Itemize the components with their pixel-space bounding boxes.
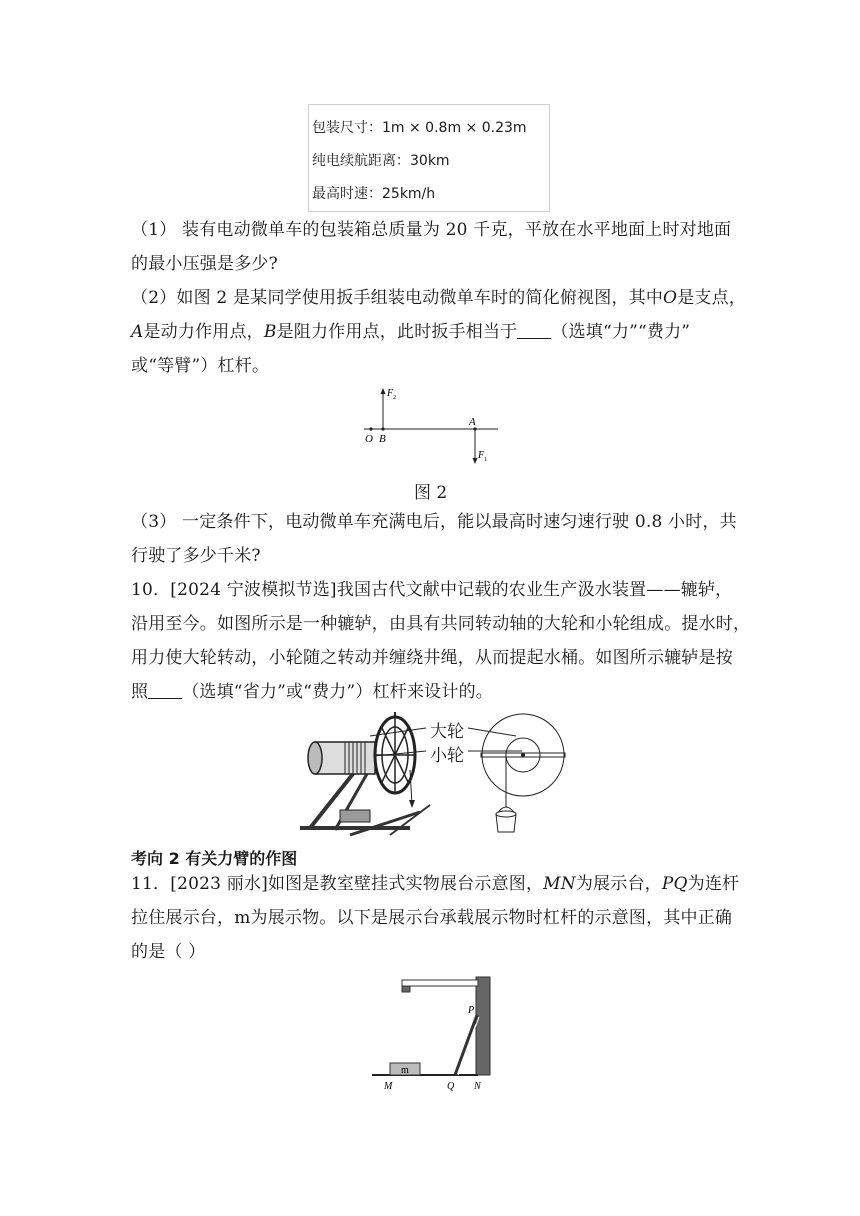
label-P: P	[468, 1005, 475, 1016]
q9-part3-line2: 行驶了多少千米?	[131, 546, 261, 566]
q11-line2: 拉住展示台，m为展示物。以下是展示台承载展示物时杠杆的示意图，其中正确	[131, 908, 733, 928]
q10-line3: 用力使大轮转动，小轮随之转动并缠绕井绳，从而提起水桶。如图所示辘轳是按	[131, 648, 733, 668]
label-B: B	[379, 433, 386, 445]
answer-blank	[517, 322, 551, 339]
q10-line2: 沿用至今。如图所示是一种辘轳，由具有共同转动轴的大轮和小轮组成。提水时，	[131, 614, 751, 634]
label-F1-sub: 1	[484, 457, 487, 463]
q9-part1-line1: （1） 装有电动微单车的包装箱总质量为 20 千克，平放在水平地面上时对地面	[131, 220, 732, 240]
label-O: O	[365, 433, 373, 445]
spec-range: 纯电续航距离：30km	[312, 153, 450, 169]
label-big-wheel: 大轮	[430, 722, 464, 742]
label-A: A	[469, 416, 476, 428]
label-Q: Q	[447, 1081, 455, 1092]
spec-speed: 最高时速：25km/h	[312, 186, 436, 202]
q11-line3: 的是（ ）	[131, 942, 206, 962]
q11-line1: 11．[2023 丽水]如图是教室壁挂式实物展台示意图，MN为展示台，PQ为连杆	[131, 874, 740, 894]
figure-2-caption: 图 2	[414, 483, 448, 503]
label-small-wheel: 小轮	[430, 746, 464, 766]
q9-part2-line2: A是动力作用点，B是阻力作用点，此时扳手相当于 （选填“力”“费力”	[131, 322, 691, 342]
label-m: m	[401, 1065, 409, 1076]
spec-size: 包装尺寸：1m × 0.8m × 0.23m	[312, 120, 527, 136]
q9-part1-line2: 的最小压强是多少?	[131, 254, 278, 274]
label-N: N	[474, 1081, 481, 1092]
label-F1: F	[478, 450, 485, 461]
display-stand-diagram	[370, 975, 500, 1095]
var-O: O	[663, 288, 678, 308]
q10-line4: 照 （选填“省力”或“费力”）杠杆来设计的。	[131, 682, 493, 702]
q9-part2-line3: 或“等臂”）杠杆。	[131, 356, 270, 376]
q10-line1: 10．[2024 宁波模拟节选]我国古代文献中记载的农业生产汲水装置——辘轳，	[131, 580, 733, 600]
answer-blank	[148, 682, 182, 699]
label-F2-sub: 2	[393, 395, 396, 401]
wheel-axle-diagram	[480, 712, 600, 840]
label-F2: F	[387, 388, 394, 399]
q9-part2-line1: （2）如图 2 是某同学使用扳手组装电动微单车时的简化俯视图，其中O是支点，	[131, 288, 746, 308]
label-M: M	[384, 1081, 393, 1092]
figure-2-diagram	[360, 386, 505, 468]
q9-part3-line1: （3） 一定条件下，电动微单车充满电后，能以最高时速匀速行驶 0.8 小时，共	[131, 512, 737, 532]
section-heading: 考向 2 有关力臂的作图	[131, 849, 298, 868]
